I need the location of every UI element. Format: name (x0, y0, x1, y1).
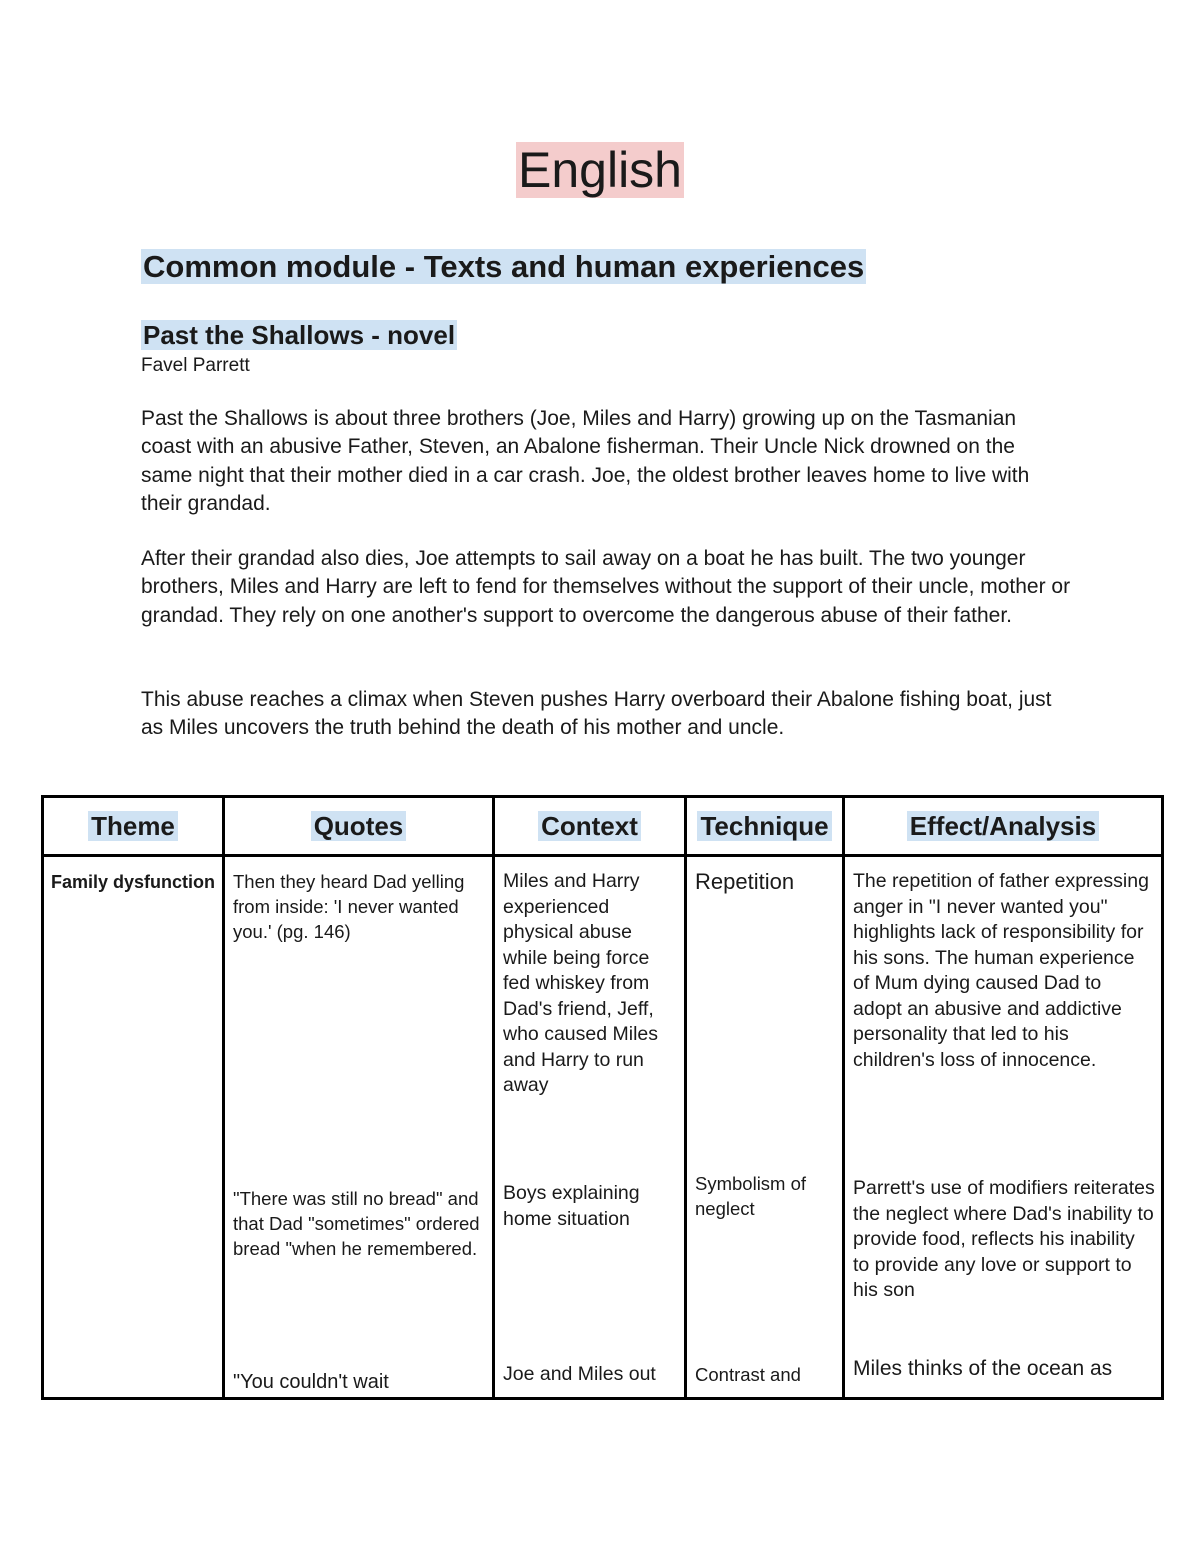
technique-cell (686, 856, 844, 1399)
header-theme: Theme (43, 797, 224, 856)
document-title-text: English (518, 142, 682, 198)
effect-1: The repetition of father expressing anger in "I never wanted you" highlights lack of responsibility for his sons. The human experience of Mum dying caused Dad to adopt an abusive and addictive personality that led to his children's loss of innocence. (853, 870, 1149, 1071)
document-title (0, 142, 1200, 198)
module-heading (141, 248, 866, 286)
quote-2: "There was still no bread" and that Dad "sometimes" ordered bread "when he remembered. (233, 1188, 480, 1259)
effect-3: Miles thinks of the ocean as (853, 1357, 1113, 1380)
context-2: Boys explaining home situation (503, 1182, 640, 1230)
theme-cell (43, 856, 224, 1399)
author-name: Favel Parrett (141, 355, 250, 376)
quote-1: Then they heard Dad yelling from inside: 'I never wanted you.' (pg. 146) (233, 871, 465, 942)
table-header-row (43, 797, 1163, 856)
technique-3: Contrast and (695, 1364, 801, 1385)
quote-3: "You couldn't wait (233, 1371, 389, 1393)
technique-2: Symbolism of neglect (695, 1173, 807, 1219)
summary-paragraph-2: After their grandad also dies, Joe attempts to sail away on a boat he has built. The two younger brothers, Miles and Harry are left to fend for themselves without the support of their uncle, mother or grandad. They rely on one another's support to overcome the dangerous abuse of their father. (141, 547, 1071, 627)
context-3: Joe and Miles out (503, 1363, 656, 1385)
technique-1: Repetition (695, 869, 795, 894)
summary-paragraph-3: This abuse reaches a climax when Steven pushes Harry overboard their Abalone fishing boat, just as Miles uncovers the truth behind the death of his mother and uncle. (141, 688, 1052, 740)
header-technique: Technique (686, 797, 844, 856)
novel-heading (141, 318, 457, 352)
theme-text: Family dysfunction (50, 872, 216, 892)
novel-heading-text: Past the Shallows - novel (143, 320, 456, 350)
effect-analysis-cell (844, 856, 1163, 1399)
context-1: Miles and Harry experienced physical abuse while being force fed whiskey from Dad's friend, Jeff, who caused Miles and Harry to run away (503, 870, 658, 1096)
header-quotes: Quotes (224, 797, 494, 856)
table-row (43, 856, 1163, 1399)
context-cell (494, 856, 686, 1399)
quotes-cell (224, 856, 494, 1399)
analysis-table (41, 795, 1164, 1400)
header-effect-analysis: Effect/Analysis (844, 797, 1163, 856)
module-heading-text: Common module - Texts and human experiences (143, 249, 865, 284)
summary-paragraph-1: Past the Shallows is about three brothers (Joe, Miles and Harry) growing up on the Tasmanian coast with an abusive Father, Steven, an Abalone fisherman. Their Uncle Nick drowned on the same night that their mother died in a car crash. Joe, the oldest brother leaves home to live with their grandad. (141, 407, 1030, 515)
effect-2: Parrett's use of modifiers reiterates the neglect where Dad's inability to provide food, reflects his inability to provide any love or support to his son (853, 1177, 1155, 1301)
header-context: Context (494, 797, 686, 856)
